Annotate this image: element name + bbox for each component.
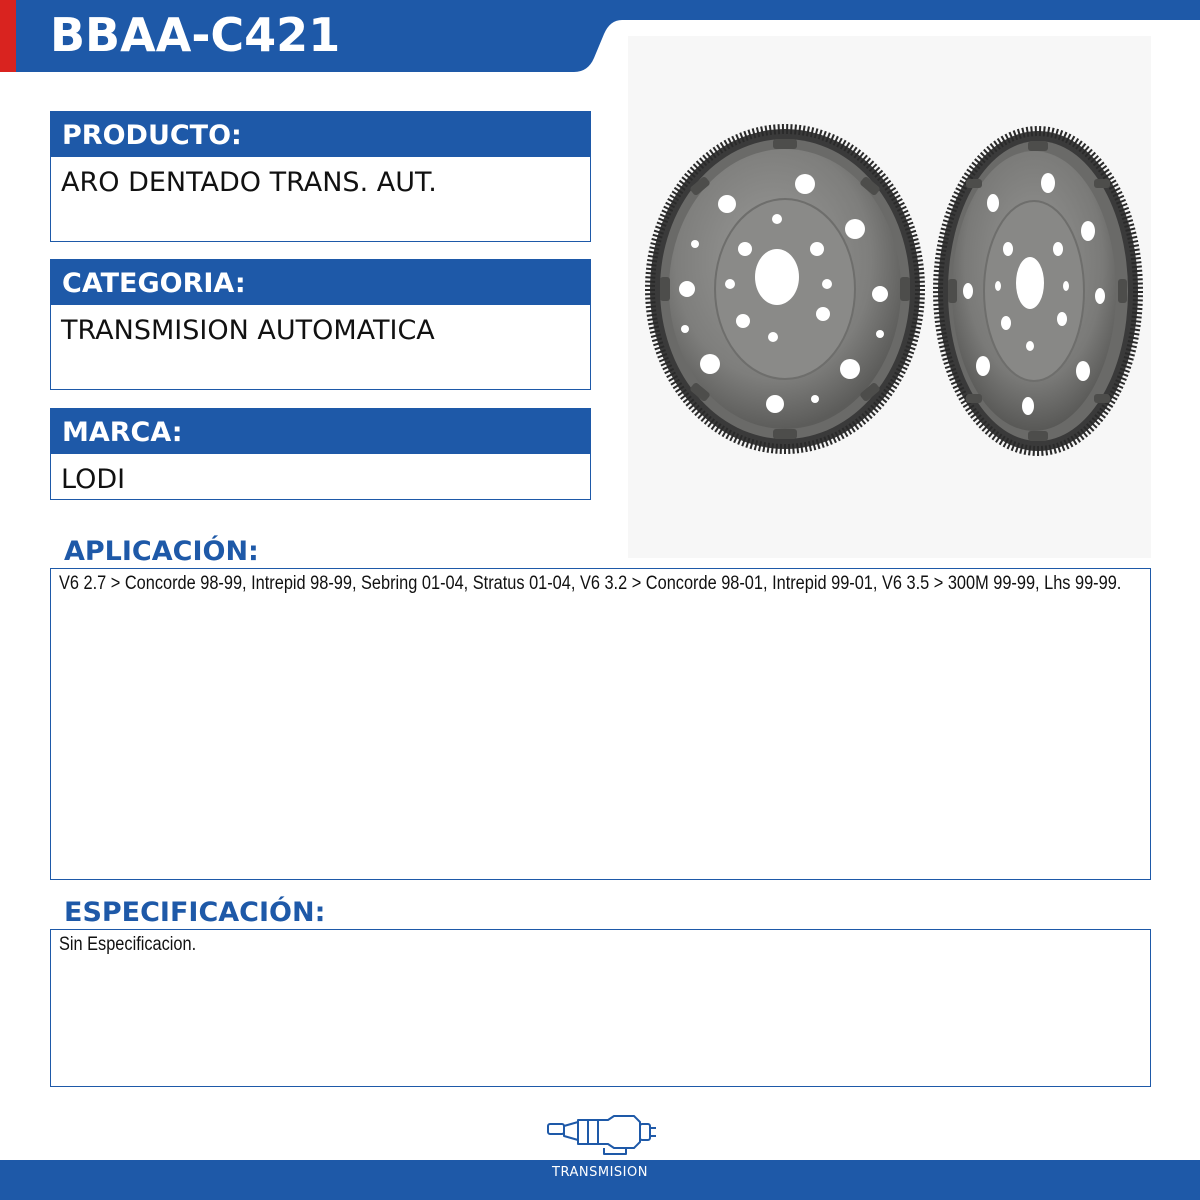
especificacion-title: ESPECIFICACIÓN: xyxy=(64,897,326,928)
especificacion-box xyxy=(50,929,1151,1087)
aplicacion-text: V6 2.7 > Concorde 98-99, Intrepid 98-99, Sebring 01-04, Stratus 01-04, V6 3.2 > Concorde 98-01, Intrepid 99-01, V6 3.5 > 300M 99-99, Lhs 99-99. xyxy=(59,573,1122,594)
right-flexplate xyxy=(938,131,1138,451)
aplicacion-title: APLICACIÓN: xyxy=(64,536,259,567)
part-number: BBAA-C421 xyxy=(50,8,341,62)
categoria-field xyxy=(50,259,591,390)
categoria-value: TRANSMISION AUTOMATICA xyxy=(50,305,591,390)
left-flexplate xyxy=(650,129,920,449)
flexplate-ring-gear-photo-icon xyxy=(628,36,1151,558)
footer-category-label: TRANSMISION xyxy=(552,1165,648,1180)
marca-field xyxy=(50,408,591,500)
marca-label: MARCA: xyxy=(50,408,591,454)
transmission-icon xyxy=(544,1112,660,1156)
marca-value: LODI xyxy=(50,454,591,500)
product-photo xyxy=(628,36,1151,558)
producto-field xyxy=(50,111,591,242)
especificacion-text: Sin Especificacion. xyxy=(59,934,197,955)
producto-label: PRODUCTO: xyxy=(50,111,591,157)
producto-value: ARO DENTADO TRANS. AUT. xyxy=(50,157,591,242)
aplicacion-box xyxy=(50,568,1151,880)
categoria-label: CATEGORIA: xyxy=(50,259,591,305)
